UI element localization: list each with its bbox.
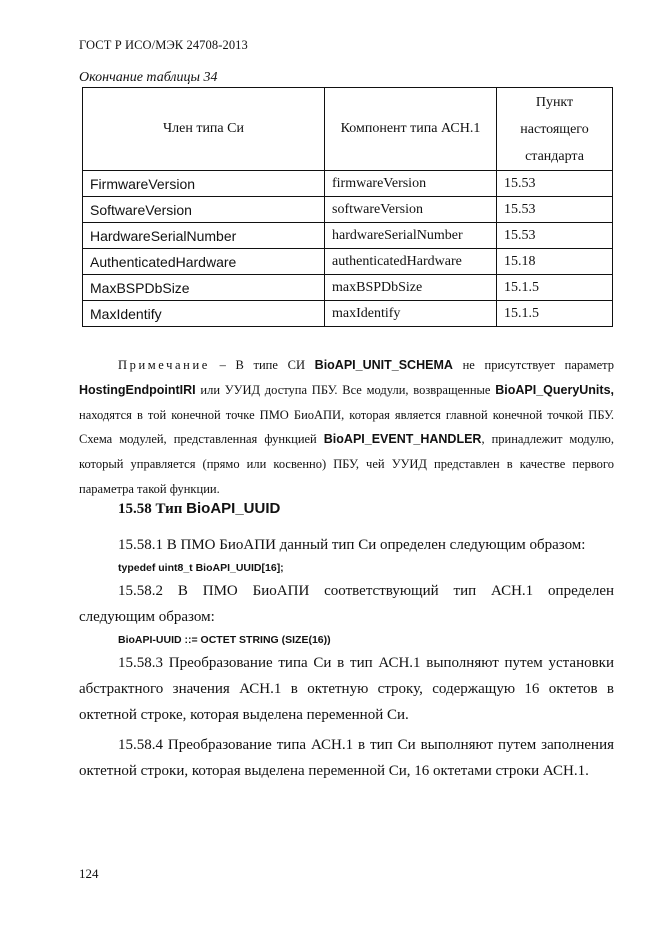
note-text: или УУИД доступа ПБУ. Все модули, возвращенные (195, 382, 496, 397)
note-text: – В типе СИ (209, 358, 315, 372)
section-number: 15.58 Тип (118, 501, 183, 517)
page-number: 124 (79, 866, 99, 881)
c-member-cell: SoftwareVersion (83, 197, 325, 223)
table-row (83, 275, 613, 301)
paragraph-15-58-4: 15.58.4 Преобразование типа АСН.1 в тип Си выполняют путем заполнения октетной строки, которая выделена переменной Си, 16 октетами строки АСН.1. (79, 737, 614, 779)
c-member-cell: MaxIdentify (83, 301, 325, 327)
code-c-typedef: typedef uint8_t BioAPI_UUID[16]; (118, 562, 284, 574)
type-mapping-table (82, 87, 613, 327)
clause-cell: 15.53 (497, 171, 613, 197)
note-code-event-handler: BioAPI_EVENT_HANDLER (323, 432, 482, 447)
asn1-component-cell: hardwareSerialNumber (325, 223, 497, 249)
table-row (83, 197, 613, 223)
clause-cell: 15.18 (497, 249, 613, 275)
column-header-c-member: Член типа Си (83, 88, 325, 171)
table-row (83, 171, 613, 197)
table-row (83, 223, 613, 249)
asn1-component-cell: authenticatedHardware (325, 249, 497, 275)
clause-cell: 15.1.5 (497, 275, 613, 301)
c-member-cell: AuthenticatedHardware (83, 249, 325, 275)
paragraph-15-58-1: 15.58.1 В ПМО БиоАПИ данный тип Си определен следующим образом: (118, 537, 586, 553)
note-text: находятся в той конечной точке ПМО БиоАПИ, которая является главной конечной точкой ПБУ. Схема модулей, представленная функцией (79, 407, 614, 447)
note-text: , принадлежит модулю, который управляется (прямо или косвенно) ПБУ, чей УУИД представлен в качестве первого параметра такой функции. (79, 432, 614, 496)
asn1-component-cell: firmwareVersion (325, 171, 497, 197)
column-header-clause: Пункт настоящего стандарта (497, 88, 613, 171)
c-member-cell: HardwareSerialNumber (83, 223, 325, 249)
section-type-name: BioAPI_UUID (186, 500, 281, 517)
column-header-asn1-component: Компонент типа АСН.1 (325, 88, 497, 171)
clause-cell: 15.1.5 (497, 301, 613, 327)
asn1-component-cell: softwareVersion (325, 197, 497, 223)
section-heading (118, 500, 280, 518)
clause-cell: 15.53 (497, 197, 613, 223)
note-text: не присутствует параметр (452, 358, 615, 372)
note-label: Примечание (118, 358, 210, 372)
paragraph-15-58-3: 15.58.3 Преобразование типа Си в тип АСН.1 выполняют путем установки абстрактного значения АСН.1 в октетную строку, содержащую 16 октетов в октетной строке, которая выделена переменной Си. (79, 655, 614, 723)
paragraph-15-58-2: 15.58.2 В ПМО БиоАПИ соответствующий тип АСН.1 определен следующим образом: (79, 583, 614, 625)
code-asn1-definition: BioAPI-UUID ::= OCTET STRING (SIZE(16)) (118, 634, 331, 646)
table-note (79, 353, 614, 502)
clause-cell: 15.53 (497, 223, 613, 249)
table-row (83, 301, 613, 327)
c-member-cell: FirmwareVersion (83, 171, 325, 197)
c-member-cell: MaxBSPDbSize (83, 275, 325, 301)
table-caption: Окончание таблицы 34 (79, 70, 218, 85)
asn1-component-cell: maxBSPDbSize (325, 275, 497, 301)
note-code-hosting-endpoint: HostingEndpointIRI (79, 382, 196, 397)
asn1-component-cell: maxIdentify (325, 301, 497, 327)
note-code-query-units: BioAPI_QueryUnits, (495, 382, 614, 397)
table-header-row (83, 88, 613, 171)
document-header: ГОСТ Р ИСО/МЭК 24708-2013 (79, 38, 248, 52)
note-code-unit-schema: BioAPI_UNIT_SCHEMA (314, 358, 453, 372)
table-row (83, 249, 613, 275)
